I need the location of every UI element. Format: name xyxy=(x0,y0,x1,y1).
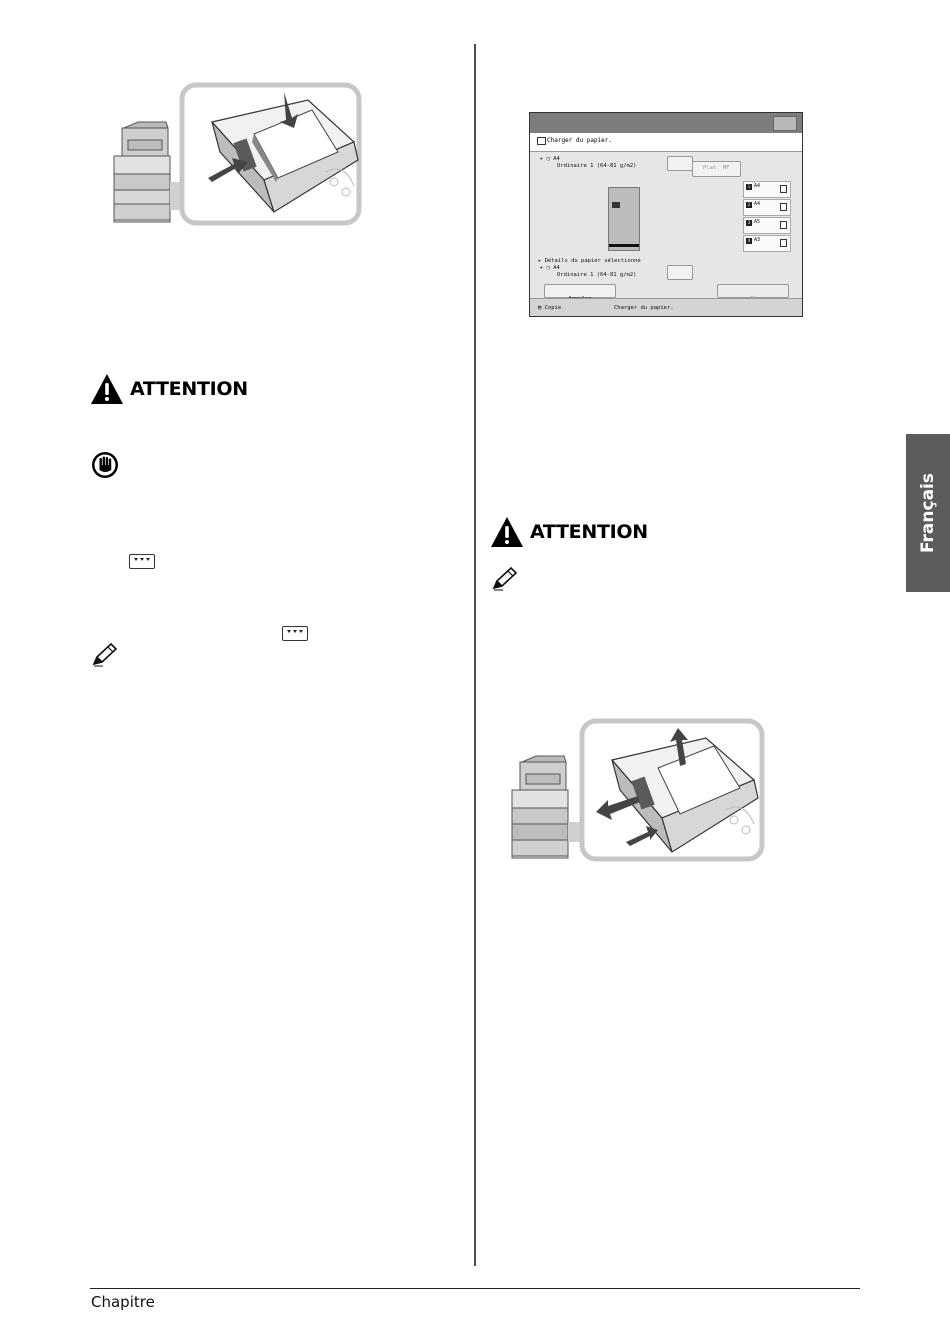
status-right: Charger du papier. xyxy=(614,305,674,311)
footer-chapter: Chapitre xyxy=(91,1293,155,1311)
pencil-icon xyxy=(91,642,119,672)
pencil-icon xyxy=(491,566,519,596)
status-left: ▤ Copie xyxy=(538,305,562,311)
paper-tray-key-icon xyxy=(282,626,308,641)
tray-slot-3[interactable]: 3 A5 xyxy=(743,217,791,234)
warning-triangle-icon xyxy=(490,516,524,548)
screen-top-button[interactable] xyxy=(773,116,797,131)
ok-button[interactable] xyxy=(717,284,789,298)
tray-slot-1[interactable]: 1 A4 xyxy=(743,181,791,198)
screen-title: Charger du papier. xyxy=(547,137,613,144)
attention-heading-left xyxy=(90,373,248,405)
paper-type-line: Ordinaire 1 (64-81 g/m2) xyxy=(557,163,637,169)
cancel-button[interactable] xyxy=(544,284,616,298)
selected-type-line: Ordinaire 1 (64-81 g/m2) xyxy=(557,272,637,278)
attention-label: ATTENTION xyxy=(130,378,248,400)
paper-size-line: ▸ ▢ A4 xyxy=(540,156,560,162)
machine-graphic xyxy=(608,187,640,251)
details-label: ▸ Détails du papier sélectionné xyxy=(538,258,641,264)
screen-header-bar xyxy=(530,113,802,133)
paper-tray-key-icon xyxy=(129,554,155,569)
control-panel-screen xyxy=(529,112,803,317)
attention-heading-right xyxy=(490,516,648,548)
paper-settings-button[interactable] xyxy=(667,156,693,171)
language-label: Français xyxy=(918,473,938,553)
attention-label: ATTENTION xyxy=(530,521,648,543)
mp-tray-button[interactable]: Plat. MF xyxy=(692,161,741,177)
warning-triangle-icon xyxy=(90,373,124,405)
load-paper-illustration xyxy=(108,82,364,227)
remove-paper-illustration xyxy=(508,718,766,863)
paper-icon xyxy=(537,137,546,145)
selected-size-line: ▸ ▢ A4 xyxy=(540,265,560,271)
stop-hand-icon xyxy=(91,451,119,483)
footer-rule xyxy=(90,1288,860,1289)
column-divider xyxy=(474,44,476,1266)
tray-slot-2[interactable]: 2 A4 xyxy=(743,199,791,216)
tray-slot-4[interactable]: 4 A3 xyxy=(743,235,791,252)
selected-settings-button[interactable] xyxy=(667,265,693,280)
language-side-tab xyxy=(906,434,950,592)
